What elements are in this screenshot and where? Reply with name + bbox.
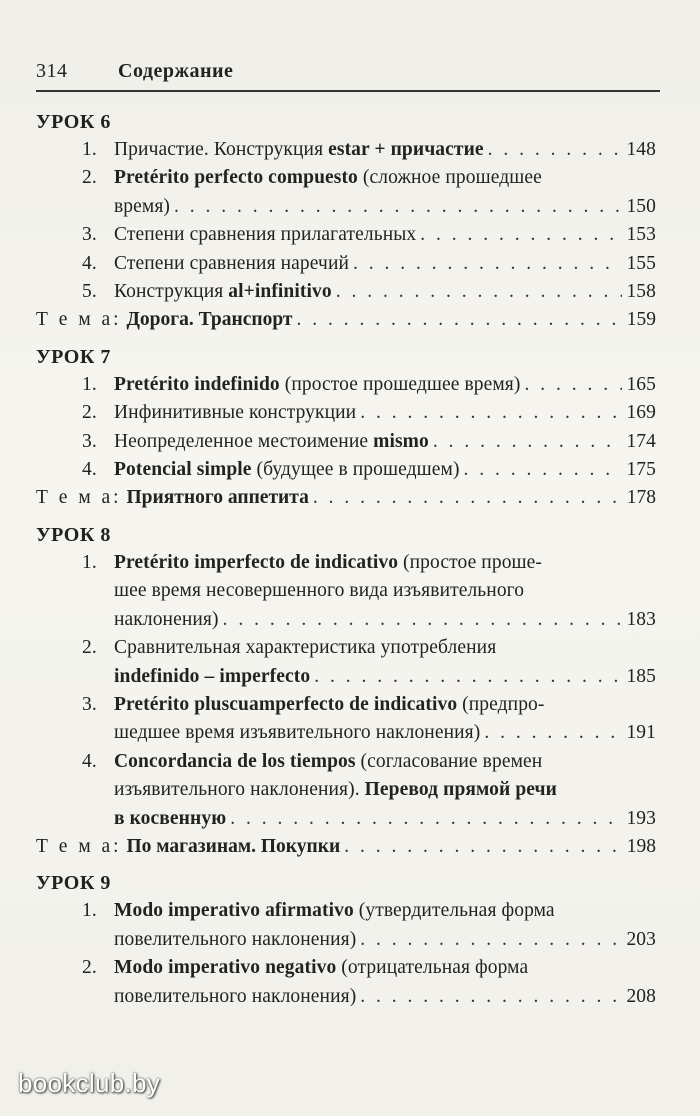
entry-text-bold: Modo imperativo afirmativo xyxy=(114,900,354,922)
entry-text-plain: Неопределенное местоимение xyxy=(114,430,374,452)
page-ref: 165 xyxy=(626,373,656,395)
page-ref: 178 xyxy=(626,487,656,509)
page-ref: 191 xyxy=(626,722,656,744)
entry-line xyxy=(114,719,656,747)
entry-text-plain: Инфинитивные конструкции xyxy=(114,402,357,424)
entry-number: 3. xyxy=(82,430,97,452)
entry-number: 2. xyxy=(82,402,97,424)
topic-prefix: Т е м а: xyxy=(36,309,122,331)
topic-title: Дорога. Транспорт xyxy=(126,309,293,331)
entry-text-plain: (отрицательная форма xyxy=(336,957,529,979)
entry-number: 1. xyxy=(82,373,97,395)
entry-text xyxy=(114,954,528,982)
page-ref: 185 xyxy=(626,665,656,687)
entry-number: 3. xyxy=(82,224,97,246)
dot-leader xyxy=(223,606,623,634)
dot-leader xyxy=(464,456,623,484)
page-ref: 208 xyxy=(626,985,656,1007)
toc-entry xyxy=(36,136,656,164)
entry-line xyxy=(114,278,656,306)
toc-entry xyxy=(36,221,656,249)
entry-line xyxy=(114,193,656,221)
topic-title: По магазинам. Покупки xyxy=(126,835,341,857)
dot-leader xyxy=(360,399,622,427)
toc-entry xyxy=(36,954,656,1011)
entry-line xyxy=(114,606,656,634)
entry-number: 4. xyxy=(82,252,97,274)
page-ref: 183 xyxy=(626,608,656,630)
toc-entry xyxy=(36,897,656,954)
toc-entry xyxy=(36,634,656,691)
entry-line xyxy=(114,748,656,776)
entry-line xyxy=(114,399,656,427)
topic-prefix: Т е м а: xyxy=(36,487,122,509)
topic-title: Приятного аппетита xyxy=(126,487,309,509)
dot-leader xyxy=(344,833,623,861)
page-ref: 158 xyxy=(626,281,656,303)
page-ref: 169 xyxy=(626,402,656,424)
page-ref: 159 xyxy=(626,309,656,331)
entry-text-plain: повелительного наклонения) xyxy=(114,985,357,1007)
entry-text-plain: (сложное прошедшее xyxy=(357,167,542,189)
entry-text-plain: изъявительного наклонения). xyxy=(114,779,365,801)
page-number: 314 xyxy=(36,60,68,82)
entry-line xyxy=(114,983,656,1011)
entry-text-plain: Степени сравнения прилагательных xyxy=(114,224,417,246)
toc-entry xyxy=(36,278,656,306)
entry-text xyxy=(114,926,356,954)
topic-text xyxy=(36,306,293,334)
entry-text-plain: повелительного наклонения) xyxy=(114,928,357,950)
entry-number: 2. xyxy=(82,957,97,979)
toc-entry xyxy=(36,399,656,427)
entry-line xyxy=(114,371,656,399)
page-ref: 198 xyxy=(626,835,656,857)
entry-text xyxy=(114,193,170,221)
dot-leader xyxy=(174,193,622,221)
entry-number: 4. xyxy=(82,459,97,481)
entry-text-plain: (согласование времен xyxy=(355,750,543,772)
entry-line xyxy=(114,691,656,719)
entry-line xyxy=(114,250,656,278)
topic-entry xyxy=(36,484,656,512)
topic-prefix: Т е м а: xyxy=(36,835,122,857)
dot-leader xyxy=(314,663,622,691)
page-ref: 155 xyxy=(626,252,656,274)
entry-number: 3. xyxy=(82,693,97,715)
entry-text xyxy=(114,164,542,192)
dot-leader xyxy=(297,306,623,334)
dot-leader xyxy=(433,428,623,456)
entry-text xyxy=(114,805,226,833)
topic-entry xyxy=(36,306,656,334)
page-ref: 203 xyxy=(626,928,656,950)
entry-number: 5. xyxy=(82,281,97,303)
entry-text xyxy=(114,549,542,577)
dot-leader xyxy=(420,221,622,249)
toc-entry xyxy=(36,456,656,484)
dot-leader xyxy=(360,983,622,1011)
dot-leader xyxy=(360,926,622,954)
entry-text-bold: Modo imperativo negativo xyxy=(114,957,337,979)
entry-text-bold: Перевод прямой речи xyxy=(364,779,557,801)
entry-text-plain: (простое проше- xyxy=(398,551,543,573)
entry-text xyxy=(114,897,555,925)
toc-entry xyxy=(36,549,656,634)
entry-text-plain: (предпро- xyxy=(457,693,545,715)
table-of-contents xyxy=(36,108,656,1011)
entry-line xyxy=(114,776,656,804)
entry-text xyxy=(114,399,356,427)
entry-text-plain: (будущее в прошедшем) xyxy=(251,459,460,481)
entry-line xyxy=(114,897,656,925)
topic-text xyxy=(36,484,309,512)
entry-number: 2. xyxy=(82,637,97,659)
entry-line xyxy=(114,634,656,662)
entry-text xyxy=(114,748,542,776)
entry-text-bold: mismo xyxy=(373,430,429,452)
entry-text-bold: Pretérito pluscuamperfecto de indicativo xyxy=(114,693,458,715)
page-header xyxy=(36,60,660,92)
entry-text-plain: Конструкция xyxy=(114,281,229,303)
entry-line xyxy=(114,456,656,484)
dot-leader xyxy=(524,371,622,399)
watermark: bookclub.by xyxy=(18,1068,161,1098)
entry-text xyxy=(114,983,356,1011)
entry-text-plain: Сравнительная характеристика употребления xyxy=(114,637,497,659)
entry-text-bold: estar + причастие xyxy=(328,139,484,160)
entry-text-plain: шее время несовершенного вида изъявительного xyxy=(114,580,525,602)
entry-line xyxy=(114,428,656,456)
entry-text-plain: время) xyxy=(114,195,171,217)
entry-line xyxy=(114,805,656,833)
entry-text xyxy=(114,634,496,662)
toc-entry xyxy=(36,371,656,399)
entry-text-plain: Степени сравнения наречий xyxy=(114,252,350,274)
entry-text-bold: Pretérito imperfecto de indicativo xyxy=(114,551,399,573)
entry-text xyxy=(114,663,310,691)
page-ref: 148 xyxy=(626,139,656,160)
lesson-heading: УРОК 9 xyxy=(36,872,111,895)
entry-text xyxy=(114,691,545,719)
entry-text-bold: в косвенную xyxy=(114,807,227,829)
dot-leader xyxy=(484,719,622,747)
page-ref: 150 xyxy=(626,195,656,217)
entry-text-plain: (утвердительная форма xyxy=(353,900,555,922)
entry-line xyxy=(114,221,656,249)
page-ref: 193 xyxy=(626,807,656,829)
page-ref: 153 xyxy=(626,224,656,246)
page-ref: 174 xyxy=(626,430,656,452)
entry-text xyxy=(114,719,480,747)
entry-text-plain: шедшее время изъявительного наклонения) xyxy=(114,722,481,744)
entry-text-plain: (простое прошедшее время) xyxy=(279,373,521,395)
page-ref: 175 xyxy=(626,459,656,481)
dot-leader xyxy=(488,136,623,164)
entry-text-plain: Причастие. Конструкция xyxy=(114,139,329,160)
entry-text-plain: наклонения) xyxy=(114,608,219,630)
entry-text xyxy=(114,776,557,804)
entry-line xyxy=(114,164,656,192)
entry-text-bold: al+infinitivo xyxy=(228,281,332,303)
entry-text-bold: Potencial simple xyxy=(114,459,252,481)
topic-entry xyxy=(36,833,656,861)
dot-leader xyxy=(230,805,622,833)
toc-entry xyxy=(36,428,656,456)
entry-text xyxy=(114,456,460,484)
entry-text xyxy=(114,606,219,634)
entry-text-bold: indefinido – imperfecto xyxy=(114,665,311,687)
dot-leader xyxy=(313,484,623,512)
entry-number: 1. xyxy=(82,139,97,160)
entry-text xyxy=(114,428,429,456)
entry-number: 4. xyxy=(82,750,97,772)
entry-line xyxy=(114,136,656,164)
toc-entry xyxy=(36,691,656,748)
entry-number: 1. xyxy=(82,900,97,922)
entry-number: 2. xyxy=(82,167,97,189)
lesson-heading: УРОК 6 xyxy=(36,111,111,133)
entry-line xyxy=(114,954,656,982)
running-title: Содержание xyxy=(118,60,234,82)
entry-text-bold: Concordancia de los tiempos xyxy=(114,750,356,772)
dot-leader xyxy=(353,250,622,278)
topic-text xyxy=(36,833,340,861)
toc-entry xyxy=(36,748,656,833)
entry-text-bold: Pretérito indefinido xyxy=(114,373,280,395)
lesson-heading: УРОК 7 xyxy=(36,345,111,368)
entry-line xyxy=(114,549,656,577)
toc-entry xyxy=(36,164,656,221)
entry-line xyxy=(114,926,656,954)
entry-text xyxy=(114,278,332,306)
entry-text xyxy=(114,250,349,278)
entry-text xyxy=(114,136,484,164)
dot-leader xyxy=(336,278,623,306)
entry-line xyxy=(114,663,656,691)
lesson-heading: УРОК 8 xyxy=(36,523,111,546)
entry-number: 1. xyxy=(82,551,97,573)
entry-text xyxy=(114,221,416,249)
toc-entry xyxy=(36,250,656,278)
entry-text-bold: Pretérito perfecto compuesto xyxy=(114,167,358,189)
entry-text xyxy=(114,371,520,399)
entry-line xyxy=(114,577,656,605)
entry-text xyxy=(114,577,524,605)
